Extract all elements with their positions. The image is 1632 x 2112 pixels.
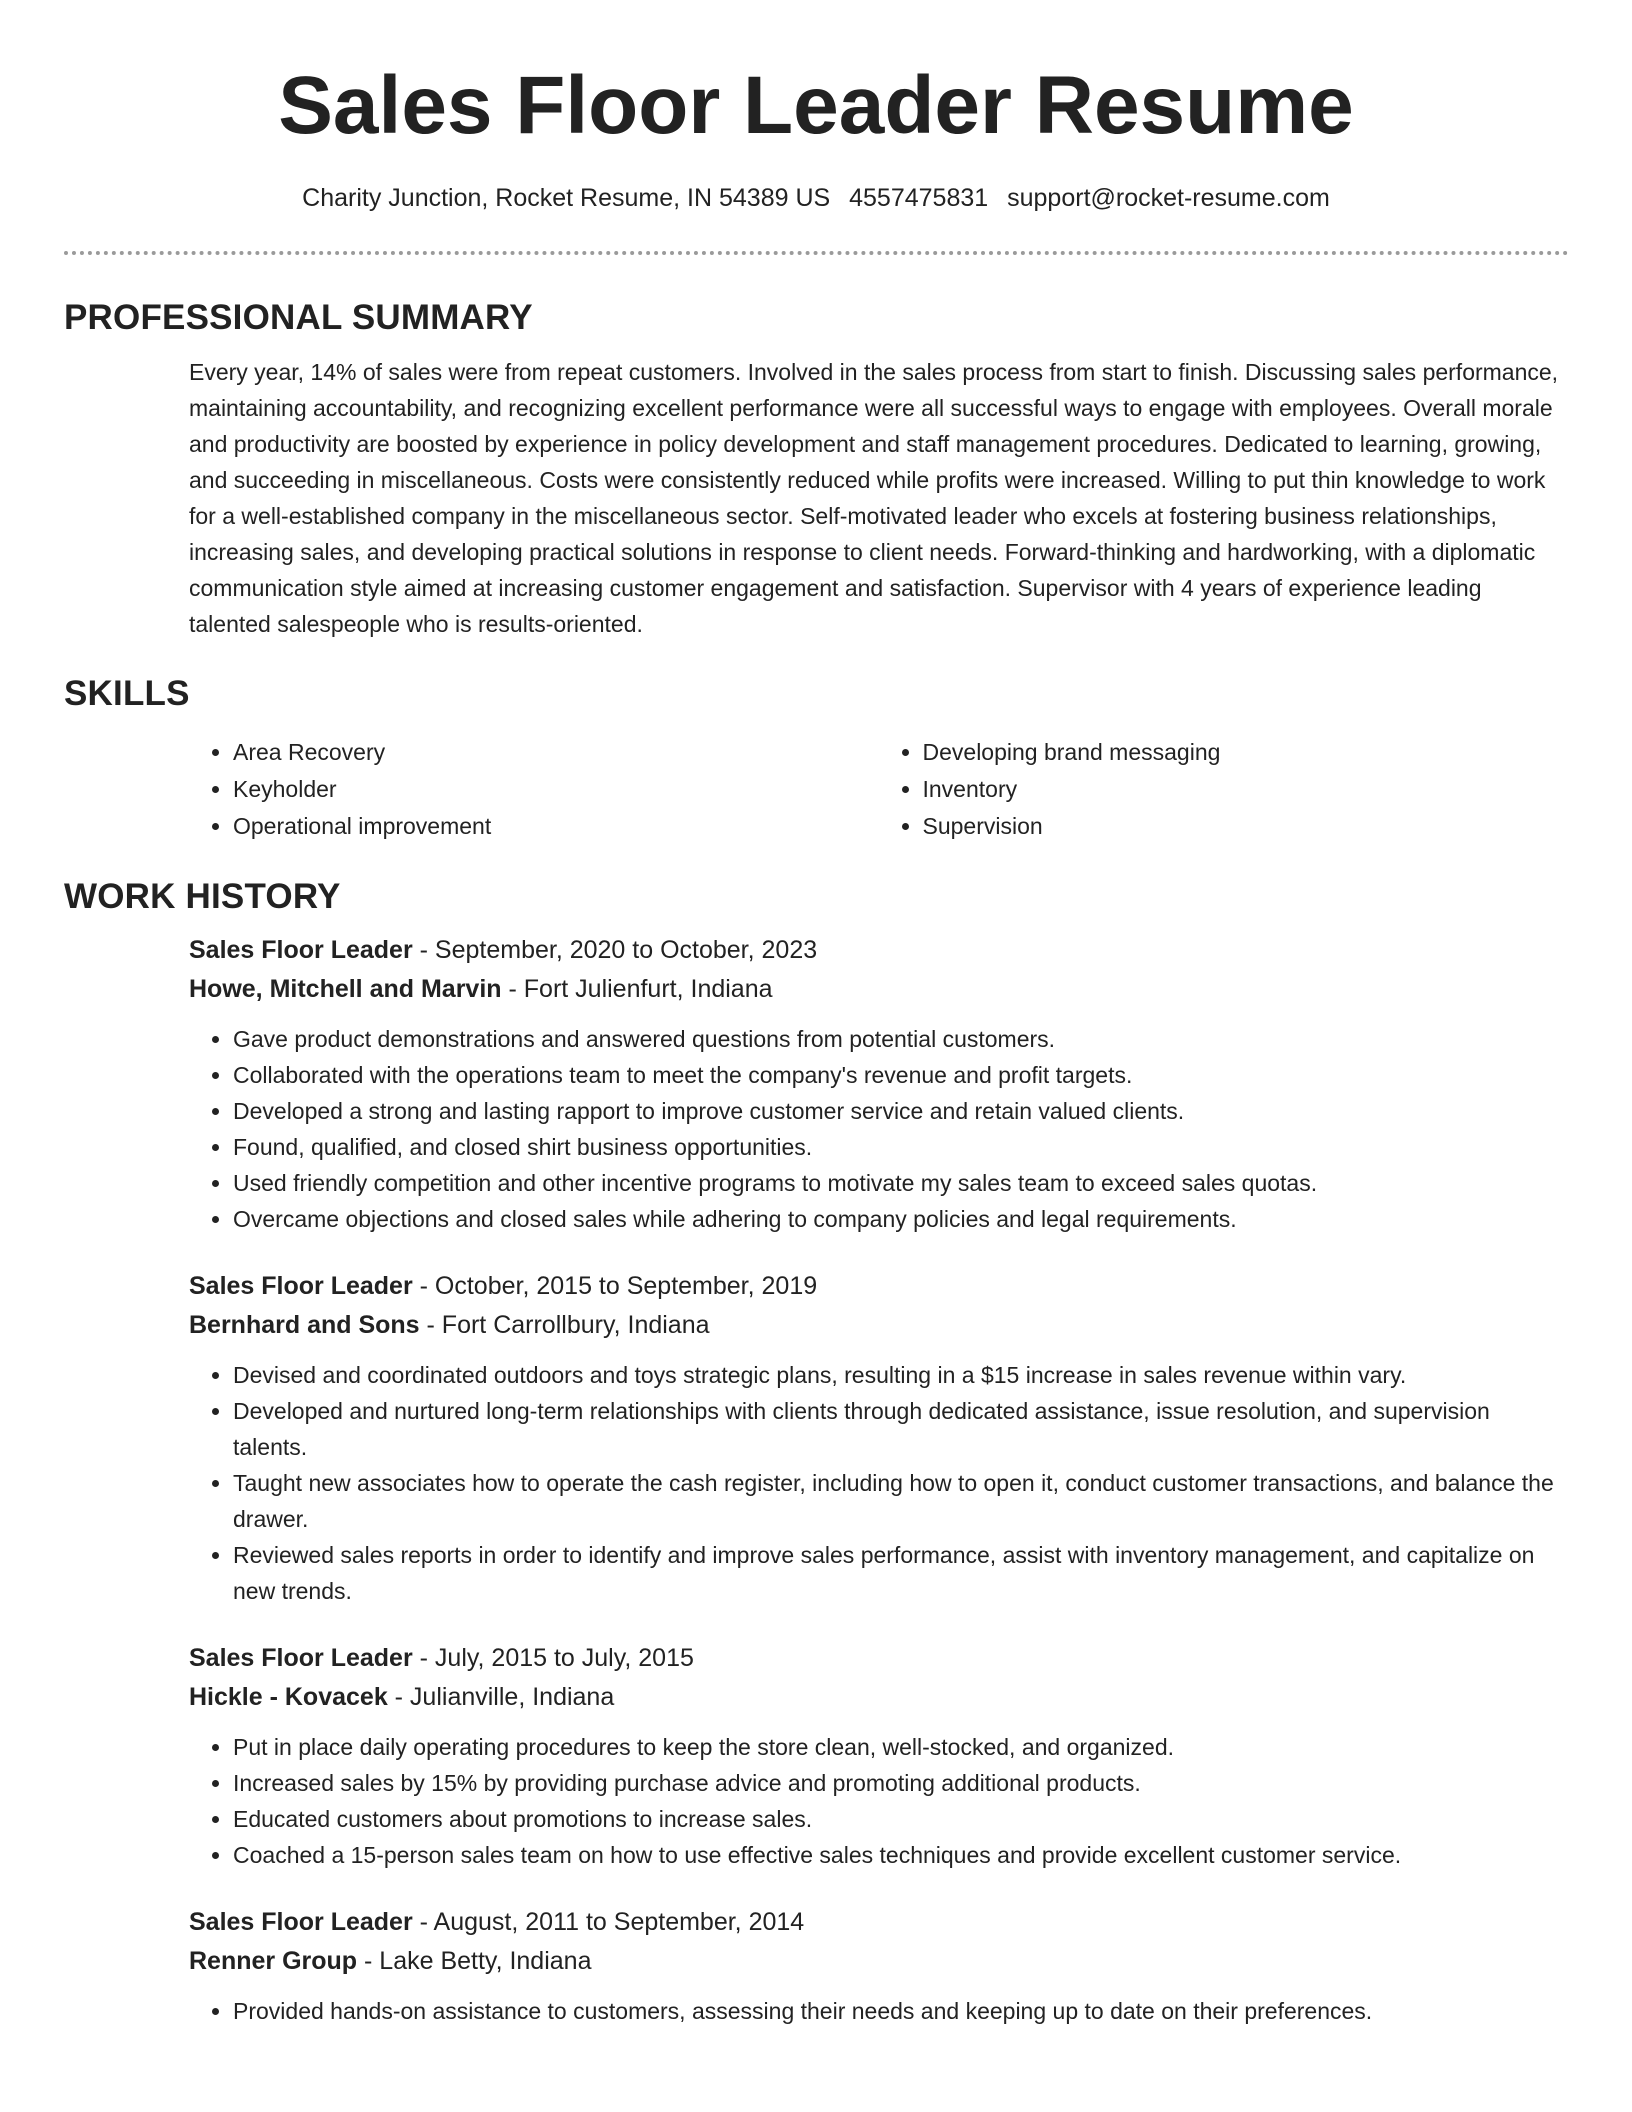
job-bullet: • Developed a strong and lasting rapport to improve customer service and retain valued clients.	[233, 1093, 1568, 1129]
job-bullet: • Overcame objections and closed sales while adhering to company policies and legal requirements.	[233, 1201, 1568, 1237]
job-title-line	[189, 931, 1568, 970]
job-location: - Fort Carrollbury, Indiana	[419, 1311, 710, 1339]
contact-phone: 4557475831	[849, 184, 989, 212]
job-entry	[189, 931, 1568, 1237]
job-bullet: • Taught new associates how to operate the cash register, including how to open it, conduct customer transactions, and balance the drawer.	[233, 1465, 1568, 1537]
resume-title: Sales Floor Leader Resume	[278, 60, 1354, 151]
skill-item: • Inventory	[923, 771, 1569, 808]
job-company-line	[189, 1306, 1568, 1345]
job-bullet: • Provided hands-on assistance to customers, assessing their needs and keeping up to date on their preferences.	[233, 1993, 1568, 2029]
job-entry	[189, 1639, 1568, 1873]
job-title: Sales Floor Leader	[189, 1908, 413, 1936]
job-title: Sales Floor Leader	[189, 936, 413, 964]
job-bullet: • Gave product demonstrations and answered questions from potential customers.	[233, 1021, 1568, 1057]
contact-email: support@rocket-resume.com	[1007, 184, 1330, 212]
job-company: Renner Group	[189, 1947, 358, 1975]
job-entry	[189, 1903, 1568, 2029]
job-bullet: • Reviewed sales reports in order to identify and improve sales performance, assist with inventory management, and capitalize on new trends.	[233, 1537, 1568, 1609]
skill-item: • Supervision	[923, 808, 1569, 845]
skill-item: • Keyholder	[233, 771, 879, 808]
job-bullet: • Coached a 15-person sales team on how to use effective sales techniques and provide excellent customer service.	[233, 1837, 1568, 1873]
resume-content	[0, 290, 1632, 2029]
skills-heading: SKILLS	[64, 674, 190, 713]
job-bullet: • Increased sales by 15% by providing purchase advice and promoting additional products.	[233, 1765, 1568, 1801]
skill-item: • Developing brand messaging	[923, 734, 1569, 771]
job-location: - Fort Julienfurt, Indiana	[501, 975, 773, 1003]
job-bullets	[189, 1993, 1568, 2029]
job-company: Hickle - Kovacek	[189, 1683, 388, 1711]
job-bullets	[189, 1021, 1568, 1237]
job-title: Sales Floor Leader	[189, 1272, 413, 1300]
job-company-line	[189, 970, 1568, 1009]
skills-list	[189, 734, 1568, 845]
job-title: Sales Floor Leader	[189, 1644, 413, 1672]
job-bullet: • Collaborated with the operations team to meet the company's revenue and profit targets.	[233, 1057, 1568, 1093]
job-company-line	[189, 1678, 1568, 1717]
job-bullets	[189, 1729, 1568, 1873]
job-dates: - October, 2015 to September, 2019	[412, 1272, 818, 1300]
job-entry	[189, 1267, 1568, 1609]
summary-text: Every year, 14% of sales were from repeat customers. Involved in the sales process from start to finish. Discussing sales performance, maintaining accountability, and recognizing excellent performance were all successful ways to engage with employees. Overall morale and productivity are boosted by experience in policy development and staff management procedures. Dedicated to learning, growing, and succeeding in miscellaneous. Costs were consistently reduced while profits were increased. Willing to put thin knowledge to work for a well-established company in the miscellaneous sector. Self-motivated leader who excels at fostering business relationships, increasing sales, and developing practical solutions in response to client needs. Forward-thinking and hardworking, with a diplomatic communication style aimed at increasing customer engagement and satisfaction. Supervisor with 4 years of experience leading talented salespeople who is results-oriented.	[189, 359, 1559, 637]
work-history-heading: WORK HISTORY	[64, 877, 341, 916]
job-title-line	[189, 1903, 1568, 1942]
contact-address: Charity Junction, Rocket Resume, IN 54389 US	[302, 184, 831, 212]
job-bullet: • Developed and nurtured long-term relationships with clients through dedicated assistance, issue resolution, and supervision talents.	[233, 1393, 1568, 1465]
job-dates: - August, 2011 to September, 2014	[412, 1908, 805, 1936]
skill-item: • Area Recovery	[233, 734, 879, 771]
job-bullet: • Used friendly competition and other incentive programs to motivate my sales team to exceed sales quotas.	[233, 1165, 1568, 1201]
skill-item: • Operational improvement	[233, 808, 879, 845]
summary-heading: PROFESSIONAL SUMMARY	[64, 298, 533, 337]
job-company: Howe, Mitchell and Marvin	[189, 975, 502, 1003]
job-location: - Julianville, Indiana	[387, 1683, 615, 1711]
contact-line	[0, 180, 1632, 216]
skills-column-right	[879, 734, 1569, 845]
job-bullet: • Put in place daily operating procedures to keep the store clean, well-stocked, and organized.	[233, 1729, 1568, 1765]
header-divider	[64, 251, 1569, 255]
job-bullets	[189, 1357, 1568, 1609]
job-bullet: • Devised and coordinated outdoors and toys strategic plans, resulting in a $15 increase in sales revenue within vary.	[233, 1357, 1568, 1393]
job-title-line	[189, 1639, 1568, 1678]
job-bullet: • Educated customers about promotions to increase sales.	[233, 1801, 1568, 1837]
job-title-line	[189, 1267, 1568, 1306]
job-bullet: • Found, qualified, and closed shirt business opportunities.	[233, 1129, 1568, 1165]
job-company-line	[189, 1942, 1568, 1981]
job-company: Bernhard and Sons	[189, 1311, 420, 1339]
skills-column-left	[189, 734, 879, 845]
job-dates: - September, 2020 to October, 2023	[412, 936, 818, 964]
job-dates: - July, 2015 to July, 2015	[412, 1644, 694, 1672]
job-location: - Lake Betty, Indiana	[357, 1947, 592, 1975]
